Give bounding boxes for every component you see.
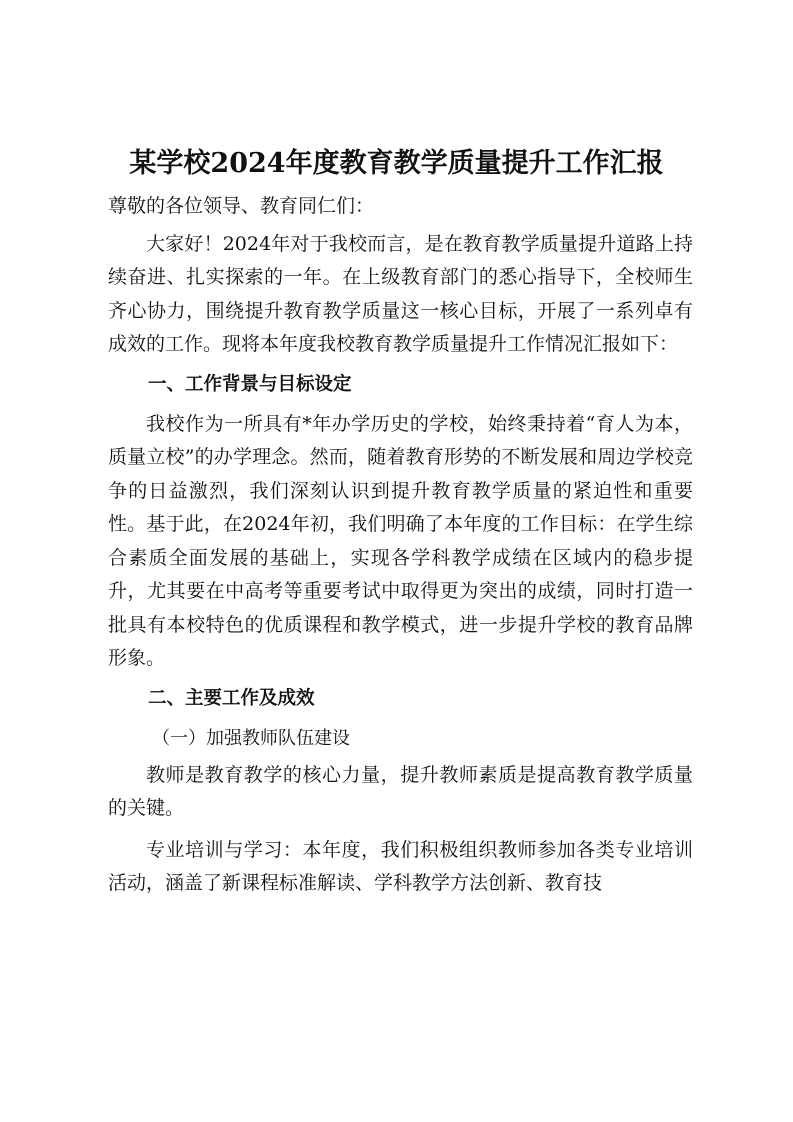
section-background-paragraph: 我校作为一所具有*年办学历史的学校，始终秉持着“育人为本，质量立校”的办学理念。然而，随着教育形势的不断发展和周边学校竞争的日益激烈，我们深刻认识到提升教育教学质量的紧迫性和重要性。基于此，在2024年初，我们明确了本年度的工作目标：在学生综合素质全面发展的基础上，实现各学科教学成绩在区域内的稳步提升，尤其要在中高考等重要考试中取得更为突出的成绩，同时打造一批具有本校特色的优质课程和教学模式，进一步提升学校的教育品牌形象。 xyxy=(108,412,693,669)
teacher-team-paragraph-1: 教师是教育教学的核心力量，提升教师素质是提高教育教学质量的关键。 xyxy=(108,763,693,819)
subsection-heading-teacher-team: （一）加强教师队伍建设 xyxy=(152,727,350,749)
section-heading-main-work: 二、主要工作及成效 xyxy=(148,687,315,709)
section-heading-background: 一、工作背景与目标设定 xyxy=(148,373,352,395)
teacher-team-paragraph-2: 专业培训与学习：本年度，我们积极组织教师参加各类专业培训活动，涵盖了新课程标准解读、学科教学方法创新、教育技 xyxy=(108,838,693,894)
greeting-line: 尊敬的各位领导、教育同仁们： xyxy=(108,195,375,217)
document-title: 某学校2024年度教育教学质量提升工作汇报 xyxy=(129,148,664,179)
intro-paragraph: 大家好！2024年对于我校而言，是在教育教学质量提升道路上持续奋进、扎实探索的一年。在上级教育部门的悉心指导下，全校师生齐心协力，围绕提升教育教学质量这一核心目标，开展了一系列卓有成效的工作。现将本年度我校教育教学质量提升工作情况汇报如下： xyxy=(108,232,693,355)
document-body xyxy=(108,190,693,901)
